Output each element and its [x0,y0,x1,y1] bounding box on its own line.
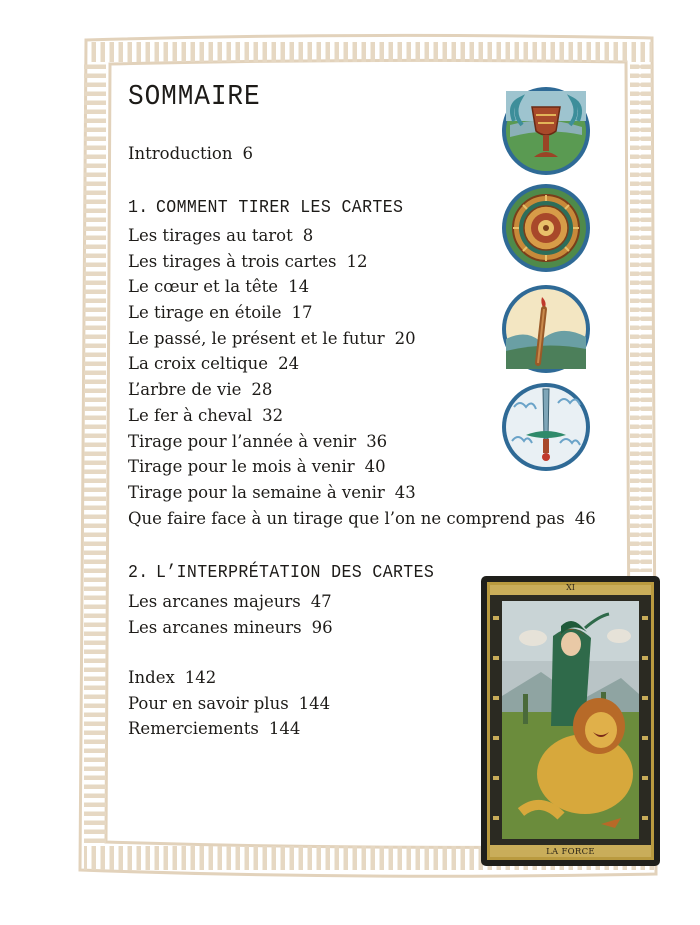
card-name: LA FORCE [546,847,595,857]
toc-page: 20 [394,328,416,348]
toc-entry[interactable] [128,480,596,506]
tarot-card-la-force [481,576,660,866]
toc-page: 36 [366,431,388,451]
toc-entry[interactable] [128,716,330,742]
toc-page: 46 [574,508,596,528]
page-title: SOMMAIRE [128,80,261,113]
toc-label: La croix celtique [128,354,269,374]
toc-label: Index [128,668,175,687]
tarot-card-illustration [481,576,660,866]
toc-entry[interactable] [128,665,330,691]
toc-label: Les tirages au tarot [128,226,293,245]
toc-label: Le passé, le présent et le futur [128,328,385,348]
toc-label: Tirage pour l’année à venir [128,431,357,451]
card-number: XI [566,583,575,592]
toc-label: Les tirages à trois cartes [128,251,337,271]
section-2-list [128,589,333,640]
toc-page: 96 [311,617,333,637]
toc-entry[interactable] [128,141,253,167]
toc-label: Les arcanes mineurs [128,617,302,637]
toc-page: 144 [298,693,331,713]
toc-label: Le cœur et la tête [128,277,279,297]
toc-page: 14 [288,277,310,297]
toc-entry[interactable] [128,589,333,615]
section-title: COMMENT TIRER LES CARTES [155,198,404,218]
toc-page: 142 [184,668,217,687]
toc-label: L’arbre de vie [128,380,242,400]
toc-label: Remerciements [128,719,259,739]
toc-page: 12 [346,251,368,271]
pentacle-medallion-icon [500,182,592,274]
toc-page: 144 [268,719,301,739]
toc-page: 32 [262,405,284,425]
toc-label: Tirage pour le mois à venir [128,457,355,477]
toc-label: Que faire face à un tirage que l’on ne comprend pas [128,508,565,528]
toc-label: Le fer à cheval [128,405,253,425]
cup-medallion-icon [500,85,592,177]
toc-page: 8 [302,226,314,245]
sword-medallion-icon [500,381,592,473]
toc-page: 40 [364,457,386,477]
toc-label: Le tirage en étoile [128,303,282,323]
wand-medallion-icon [500,283,592,375]
section-title: L’INTERPRÉTATION DES CARTES [155,563,435,583]
toc-entry[interactable] [128,615,333,641]
section-2-heading [128,563,434,583]
toc-label: Les arcanes majeurs [128,592,301,611]
toc-label: Tirage pour la semaine à venir [128,482,385,502]
toc-page: 6 [242,144,253,163]
toc-label: Pour en savoir plus [128,693,289,713]
section-number: 1. [128,198,149,218]
toc-page: 17 [291,303,313,323]
toc-entry[interactable] [128,691,330,717]
section-1-heading [128,198,403,218]
toc-page: 24 [278,354,300,374]
toc-entry[interactable] [128,506,596,532]
intro-list [128,141,253,167]
toc-label: Introduction [128,144,233,163]
toc-page: 47 [310,592,332,611]
toc-page: 43 [394,482,416,502]
section-number: 2. [128,563,149,583]
toc-page: 28 [251,380,273,400]
appendix-list [128,665,330,742]
